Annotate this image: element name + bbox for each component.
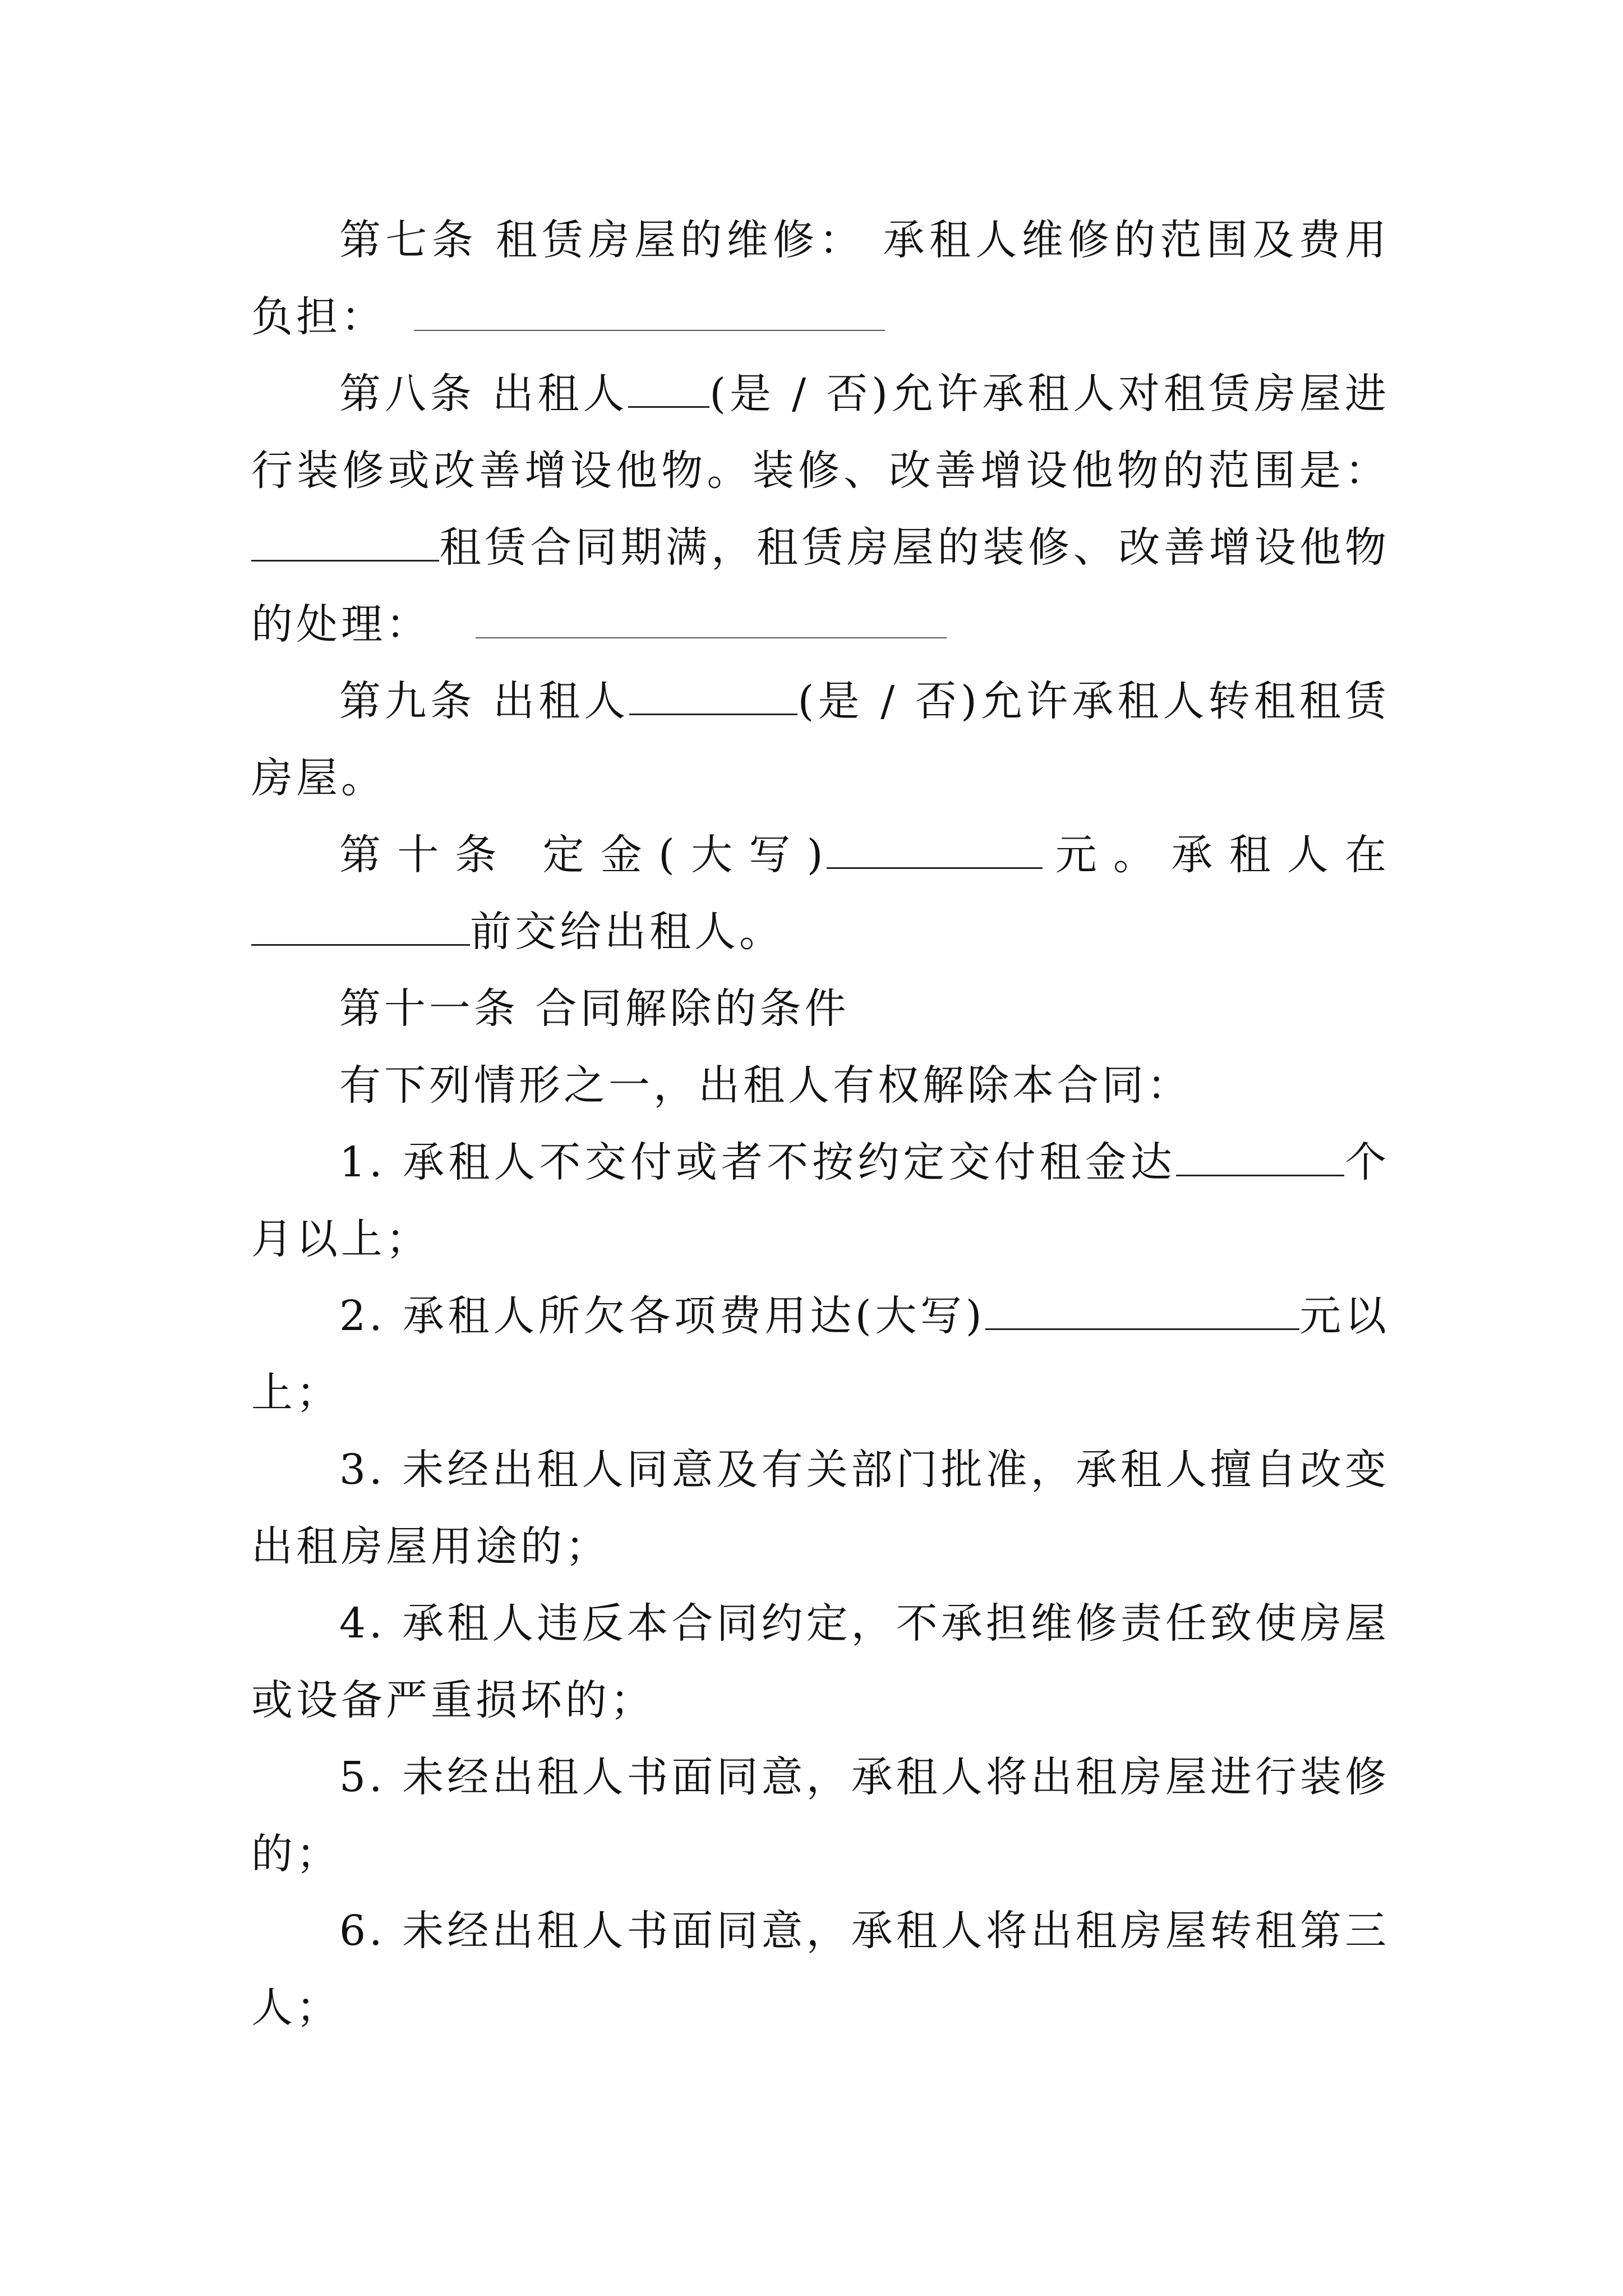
blank-owed-fees[interactable] xyxy=(985,1292,1299,1330)
blank-decoration-handling[interactable] xyxy=(476,601,947,638)
article-11-item-5: 5. 未经出租人书面同意，承租人将出租房屋进行装修的； xyxy=(251,1753,1390,1878)
article-10-text-2: 元。承租人在 xyxy=(1042,831,1390,879)
article-8-text-2: (是 / 否)允许承租人对租赁房屋进行装修或改善增设他物。装修、改善增设他物的范围是： xyxy=(251,370,1390,495)
article-10-text-3: 前交给出租人。 xyxy=(470,908,784,956)
blank-sublease-permit[interactable] xyxy=(629,678,797,715)
blank-decoration-scope[interactable] xyxy=(251,524,439,562)
item-2-text-b: 元以上； xyxy=(251,1292,1390,1417)
article-9-text-2: (是 / 否)允许承租人转租租赁房屋。 xyxy=(251,677,1390,802)
document-page xyxy=(251,202,1390,2046)
article-10 xyxy=(251,817,1390,970)
article-11-item-4: 4. 承租人违反本合同约定，不承担维修责任致使房屋或设备严重损坏的； xyxy=(251,1599,1390,1724)
article-8-text-3: 租赁合同期满，租赁房屋的装修、改善增设他物的处理： xyxy=(251,523,1390,648)
article-8 xyxy=(251,356,1390,663)
article-9-text-1: 第九条 出租人 xyxy=(339,677,630,725)
article-11-item-1 xyxy=(251,1124,1390,1278)
item-2-text-a: 2. 承租人所欠各项费用达(大写) xyxy=(339,1292,985,1340)
article-11-title: 第十一条 合同解除的条件 xyxy=(339,984,850,1033)
article-9 xyxy=(251,663,1390,817)
item-1-text-b: 个月以上； xyxy=(251,1138,1390,1263)
article-11-item-2 xyxy=(251,1278,1390,1432)
article-11-item-3: 3. 未经出租人同意及有关部门批准，承租人擅自改变出租房屋用途的； xyxy=(251,1446,1390,1571)
blank-deposit-amount[interactable] xyxy=(827,831,1043,869)
article-7-text: 第七条 租赁房屋的维修： 承租人维修的范围及费用负担： xyxy=(251,216,1390,341)
article-10-text-1: 第十条 定金(大写) xyxy=(339,831,827,879)
blank-decoration-permit[interactable] xyxy=(628,370,709,408)
article-8-text-1: 第八条 出租人 xyxy=(339,370,629,418)
article-11-intro: 有下列情形之一，出租人有权解除本合同： xyxy=(339,1061,1192,1110)
article-7 xyxy=(251,202,1390,356)
blank-deposit-date[interactable] xyxy=(251,908,470,946)
blank-rent-months[interactable] xyxy=(1176,1139,1344,1176)
blank-repair-scope[interactable] xyxy=(414,294,885,331)
article-11-item-6: 6. 未经出租人书面同意，承租人将出租房屋转租第三人； xyxy=(251,1907,1390,2032)
item-1-text-a: 1. 承租人不交付或者不按约定交付租金达 xyxy=(339,1138,1176,1186)
